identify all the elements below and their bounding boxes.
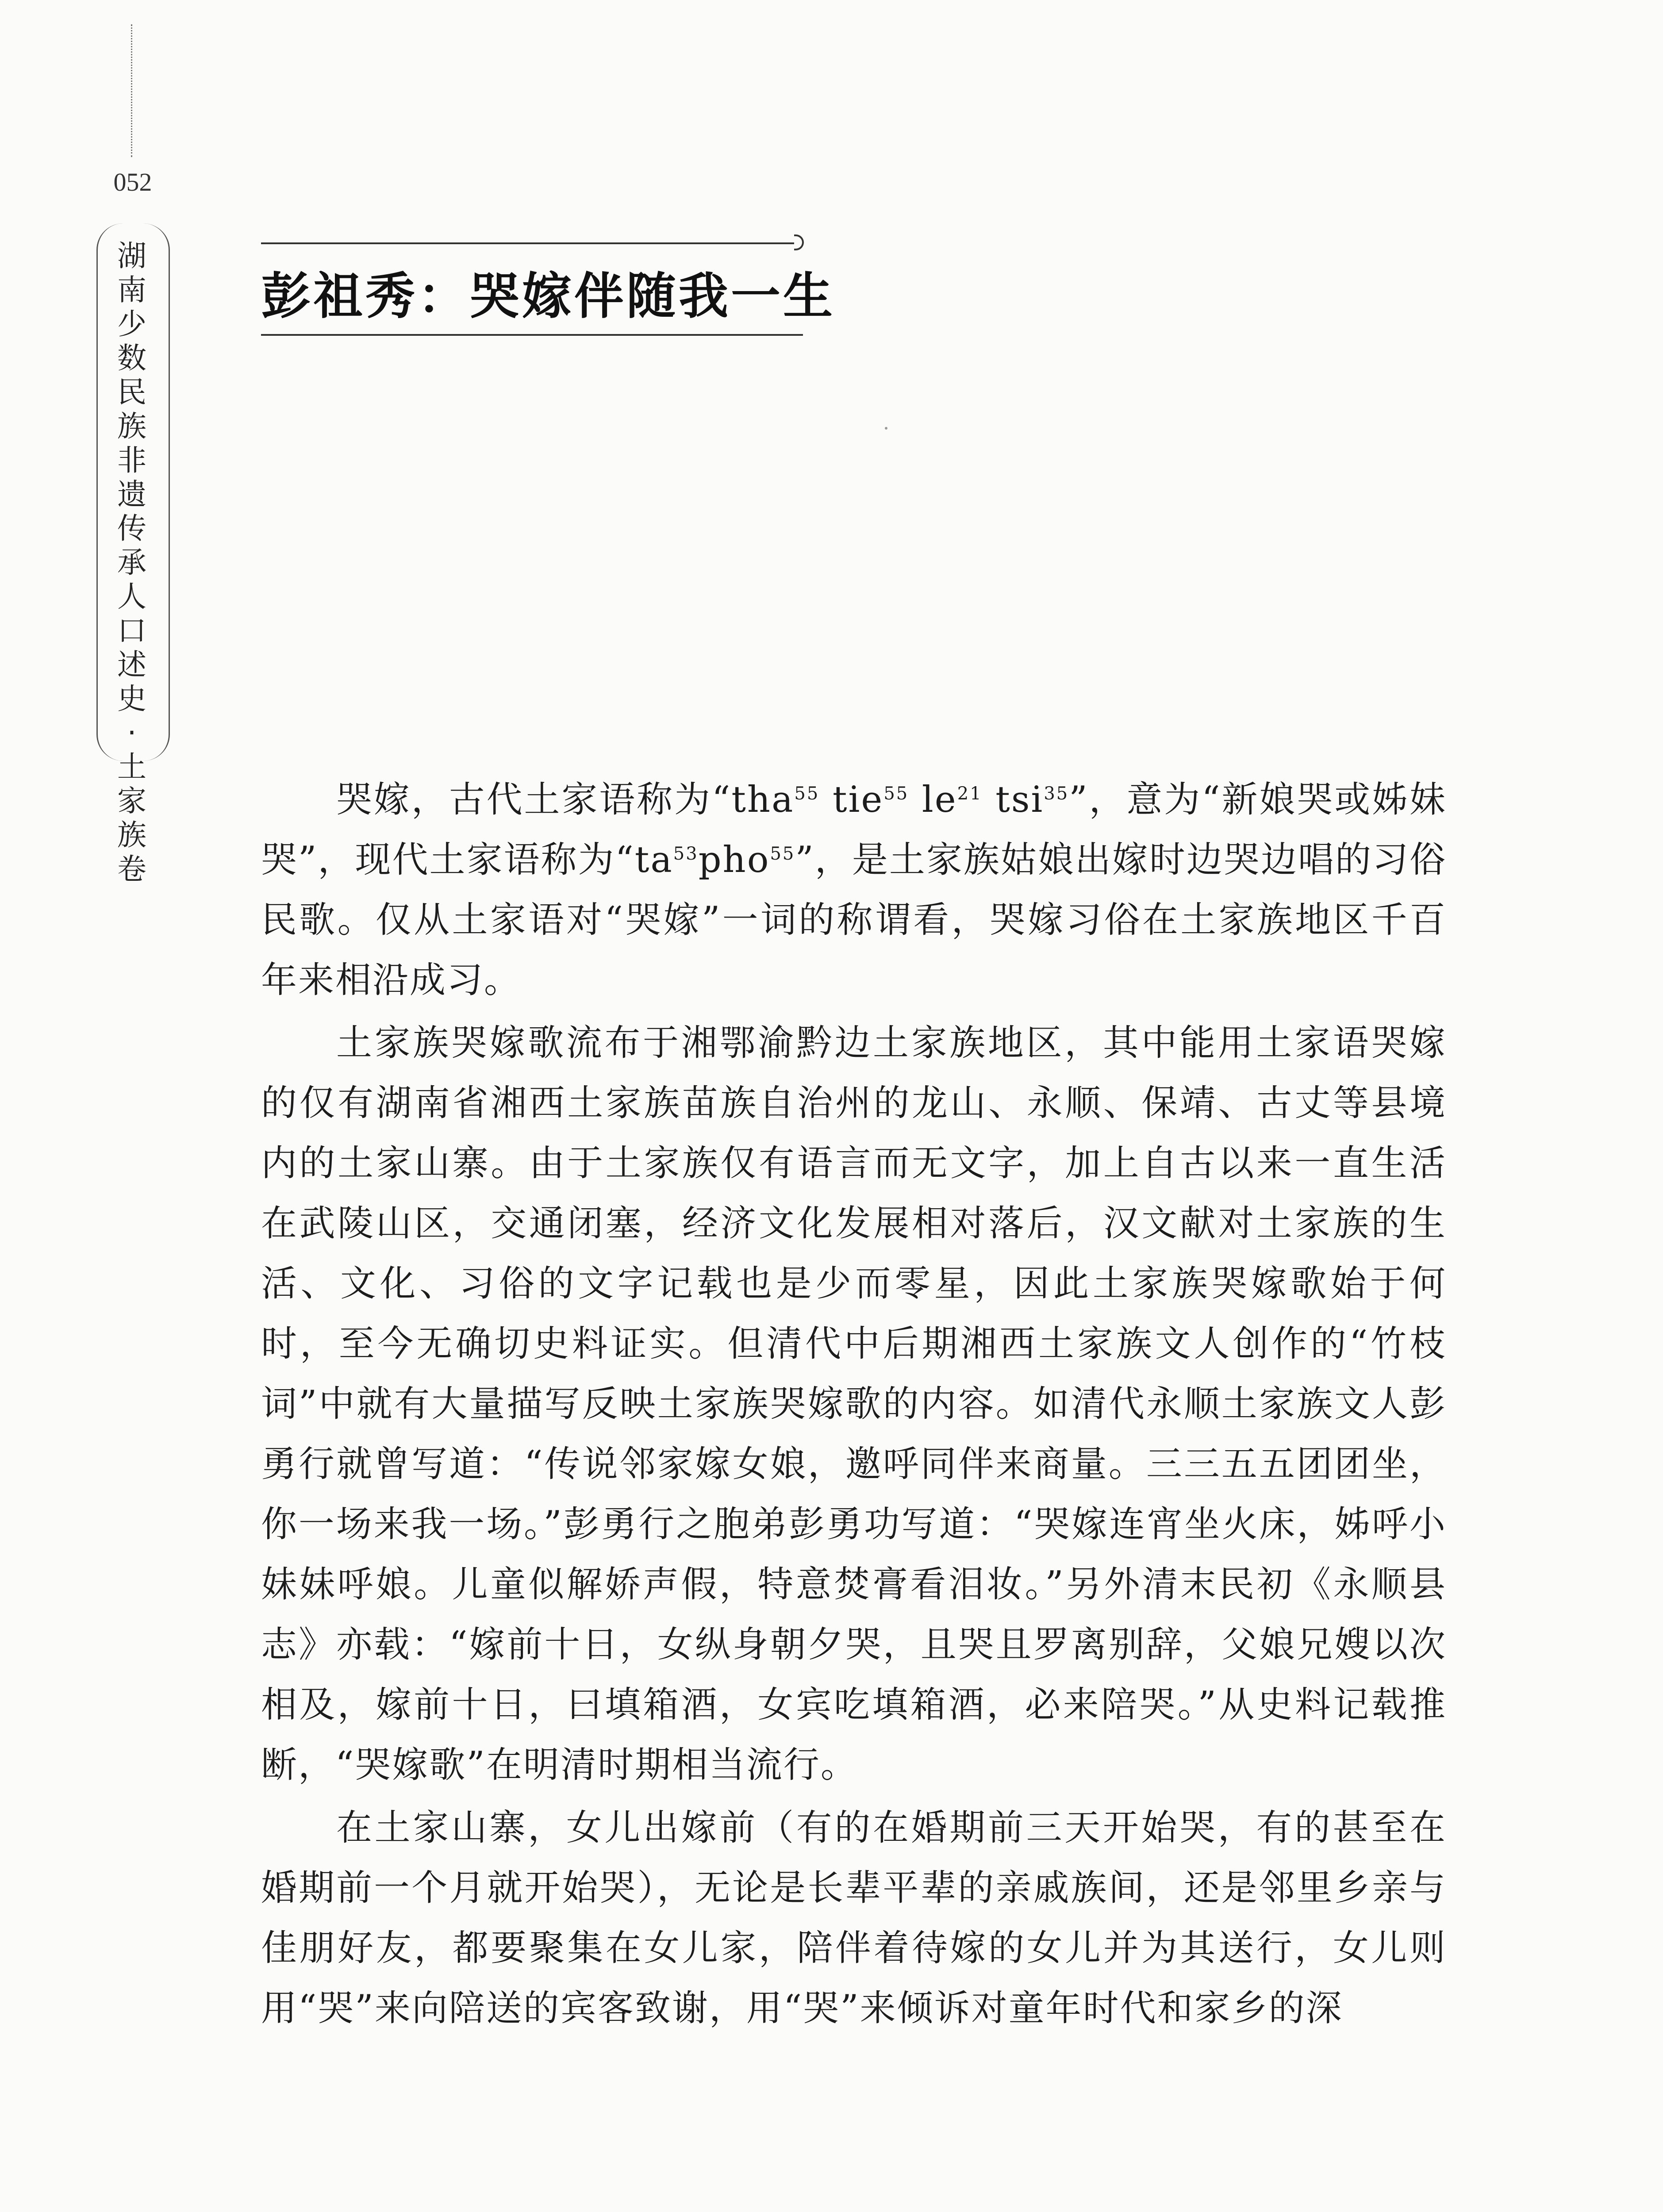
series-title: 湖南少数民族非遗传承人口述史·土家族卷 — [117, 239, 146, 886]
chapter-title: 彭祖秀：哭嫁伴随我一生 — [261, 268, 835, 325]
page-number: 052 — [113, 168, 152, 196]
paragraph-2: 土家族哭嫁歌流布于湘鄂渝黔边土家族地区，其中能用土家语哭嫁的仅有湖南省湘西土家族苗族自治州的龙山、永顺、保靖、古丈等县境内的土家山寨。由于土家族仅有语言而无文字，加上自古以来一直生活在武陵山区，交通闭塞，经济文化发展相对落后，汉文献对土家族的生活、文化、习俗的文字记载也是少而零星，因此土家族哭嫁歌始于何时，至今无确切史料证实。但清代中后期湘西土家族文人创作的“竹枝词”中就有大量描写反映土家族哭嫁歌的内容。如清代永顺土家族文人彭勇行就曾写道：“传说邻家嫁女娘，邀呼同伴来商量。三三五五团团坐，你一场来我一场。”彭勇行之胞弟彭勇功写道：“哭嫁连宵坐火床，姊呼小妹妹呼娘。儿童似解娇声假，特意焚膏看泪妆。”另外清末民初《永顺县志》亦载：“嫁前十日，女纵身朝夕哭，且哭且罗离别辞，父娘兄嫂以次相及，嫁前十日，曰填箱酒，女宾吃填箱酒，必来陪哭。”从史料记载推断，“哭嫁歌”在明清时期相当流行。 — [261, 1022, 1447, 1786]
scan-speck — [885, 427, 887, 430]
margin-dotted-line — [131, 24, 132, 157]
title-rule-bottom — [261, 334, 803, 336]
body-text — [261, 770, 1447, 2041]
title-rule-top — [261, 242, 794, 244]
paragraph-3: 在土家山寨，女儿出嫁前（有的在婚期前三天开始哭，有的甚至在婚期前一个月就开始哭），无论是长辈平辈的亲戚族间，还是邻里乡亲与佳朋好友，都要聚集在女儿家，陪伴着待嫁的女儿并为其送行，女儿则用“哭”来向陪送的宾客致谢，用“哭”来倾诉对童年时代和家乡的深 — [261, 1807, 1447, 2029]
paragraph-1: 哭嫁，古代土家语称为“tha$^{55}$ tie$^{55}$ $le^{21}$ tsi$^{35}$”，意为“新娘哭或姊妹哭”，现代土家语称为“$ta^{53}pho^{55}$”，是土家族姑娘出嫁时边哭边唱的习俗民歌。仅从土家语对“哭嫁”一词的称谓看，哭嫁习俗在土家族地区千百年来相沿成习。 — [261, 779, 1447, 1001]
title-rule-ornament — [794, 234, 804, 250]
